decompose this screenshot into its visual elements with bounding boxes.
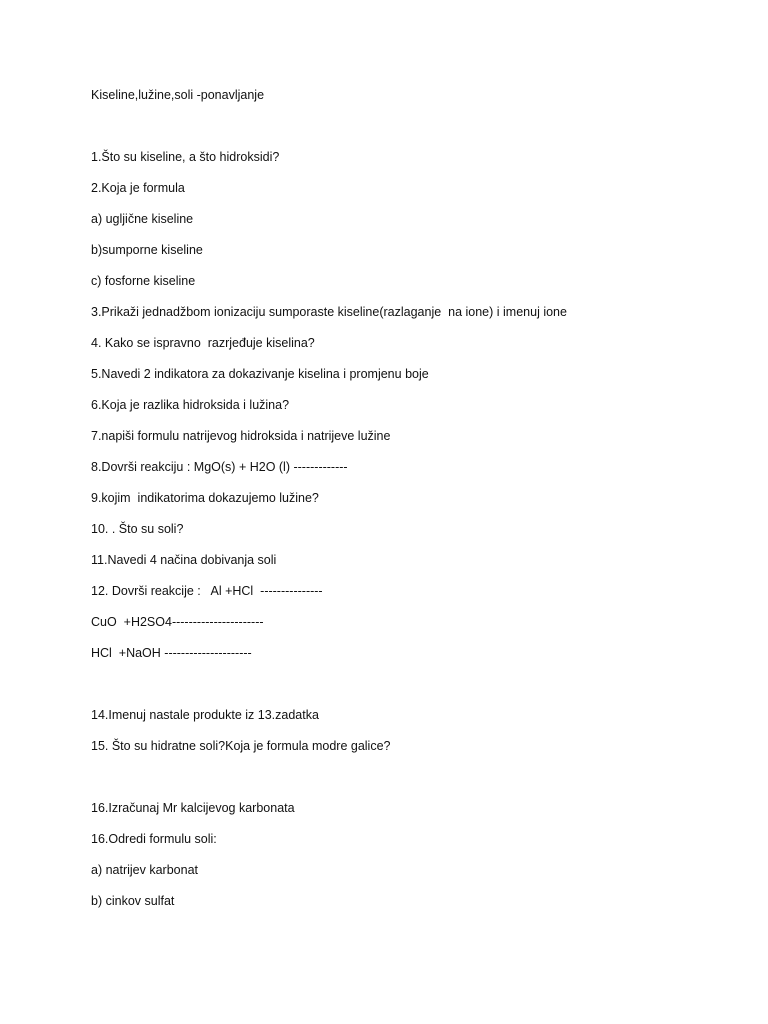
- question-15: 15. Što su hidratne soli?Koja je formula modre galice?: [91, 739, 391, 753]
- question-9: 9.kojim indikatorima dokazujemo lužine?: [91, 491, 319, 505]
- question-11: 11.Navedi 4 načina dobivanja soli: [91, 553, 277, 567]
- question-3: 3.Prikaži jednadžbom ionizaciju sumporaste kiseline(razlaganje na ione) i imenuj ione: [91, 305, 567, 319]
- question-6: 6.Koja je razlika hidroksida i lužina?: [91, 398, 290, 412]
- question-2a: a) ugljične kiseline: [91, 212, 194, 226]
- question-2b: b)sumporne kiseline: [91, 243, 203, 257]
- question-2: 2.Koja je formula: [91, 181, 185, 195]
- question-12-reaction-2: CuO +H2SO4----------------------: [91, 615, 264, 629]
- question-16b: b) cinkov sulfat: [91, 894, 175, 908]
- question-12: 12. Dovrši reakcije : Al +HCl ---------------: [91, 584, 323, 598]
- question-16-formula: 16.Odredi formulu soli:: [91, 832, 217, 846]
- question-12-reaction-3: HCl +NaOH ---------------------: [91, 646, 252, 660]
- question-16a: a) natrijev karbonat: [91, 863, 199, 877]
- question-7: 7.napiši formulu natrijevog hidroksida i natrijeve lužine: [91, 429, 391, 443]
- question-2c: c) fosforne kiseline: [91, 274, 196, 288]
- question-14: 14.Imenuj nastale produkte iz 13.zadatka: [91, 708, 319, 722]
- question-16-mr: 16.Izračunaj Mr kalcijevog karbonata: [91, 801, 295, 815]
- document-title: Kiseline,lužine,soli -ponavljanje: [91, 88, 265, 102]
- question-10: 10. . Što su soli?: [91, 522, 184, 536]
- question-1: 1.Što su kiseline, a što hidroksidi?: [91, 150, 280, 164]
- question-4: 4. Kako se ispravno razrjeđuje kiselina?: [91, 336, 315, 350]
- question-8: 8.Dovrši reakciju : MgO(s) + H2O (l) -------------: [91, 460, 348, 474]
- question-5: 5.Navedi 2 indikatora za dokazivanje kiselina i promjenu boje: [91, 367, 429, 381]
